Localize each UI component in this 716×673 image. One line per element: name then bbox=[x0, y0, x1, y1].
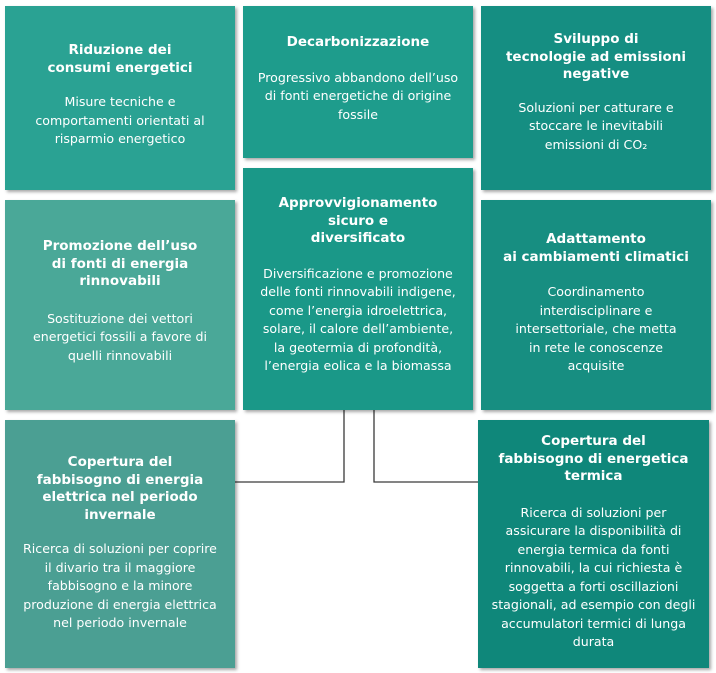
box-description: Diversificazione e promozione delle fonti rinnovabili indigene, come l’energia idroelettrica, solare, il calore dell’ambiente, la geotermia di profondità, l’energia eolica e la biomassa bbox=[260, 265, 456, 373]
box-title: Copertura del fabbisogno di energia elettrica nel periodo invernale bbox=[36, 454, 204, 523]
box-title: Decarbonizzazione bbox=[286, 34, 430, 50]
box-tecnologie-emissioni-negative bbox=[481, 6, 711, 190]
box-title: Sviluppo di tecnologie ad emissioni negative bbox=[505, 31, 687, 82]
connector-left bbox=[235, 410, 344, 482]
box-approvvigionamento bbox=[243, 168, 473, 410]
box-title: Copertura del fabbisogno di energetica termica bbox=[498, 433, 689, 484]
box-riduzione-consumi bbox=[5, 6, 235, 190]
connector-right bbox=[374, 410, 478, 482]
box-description: Soluzioni per catturare e stoccare le inevitabili emissioni di CO₂ bbox=[518, 99, 674, 152]
box-fonti-rinnovabili bbox=[5, 200, 235, 410]
box-energia-elettrica-inverno bbox=[5, 420, 235, 668]
box-description: Misure tecniche e comportamenti orientati al risparmio energetico bbox=[35, 94, 205, 146]
box-description: Progressivo abbandono dell’uso di fonti energetiche di origine fossile bbox=[257, 69, 459, 122]
box-adattamento-clima bbox=[481, 200, 711, 410]
box-energia-termica bbox=[478, 420, 709, 668]
box-title: Riduzione dei consumi energetici bbox=[47, 42, 193, 76]
box-title: Approvvigionamento sicuro e diversificato bbox=[278, 195, 438, 246]
box-description: Sostituzione dei vettori energetici fossili a favore di quelli rinnovabili bbox=[33, 310, 207, 363]
box-description: Ricerca di soluzioni per coprire il divario tra il maggiore fabbisogno e la minore produzione di energia elettrica nel periodo invernale bbox=[23, 541, 217, 630]
box-title: Promozione dell’uso di fonti di energia rinnovabili bbox=[42, 238, 198, 289]
box-description: Ricerca di soluzioni per assicurare la disponibilità di energia termica da fonti rinnovabili, la cui richiesta è soggetta a forti oscillazioni stagionali, ad esempio con degli accumulatori termici di lunga durata bbox=[491, 504, 696, 649]
box-title: Adattamento ai cambiamenti climatici bbox=[503, 231, 689, 265]
box-decarbonizzazione bbox=[243, 6, 473, 158]
box-description: Coordinamento interdisciplinare e intersettoriale, che metta in rete le conoscenze acquisite bbox=[515, 284, 677, 373]
